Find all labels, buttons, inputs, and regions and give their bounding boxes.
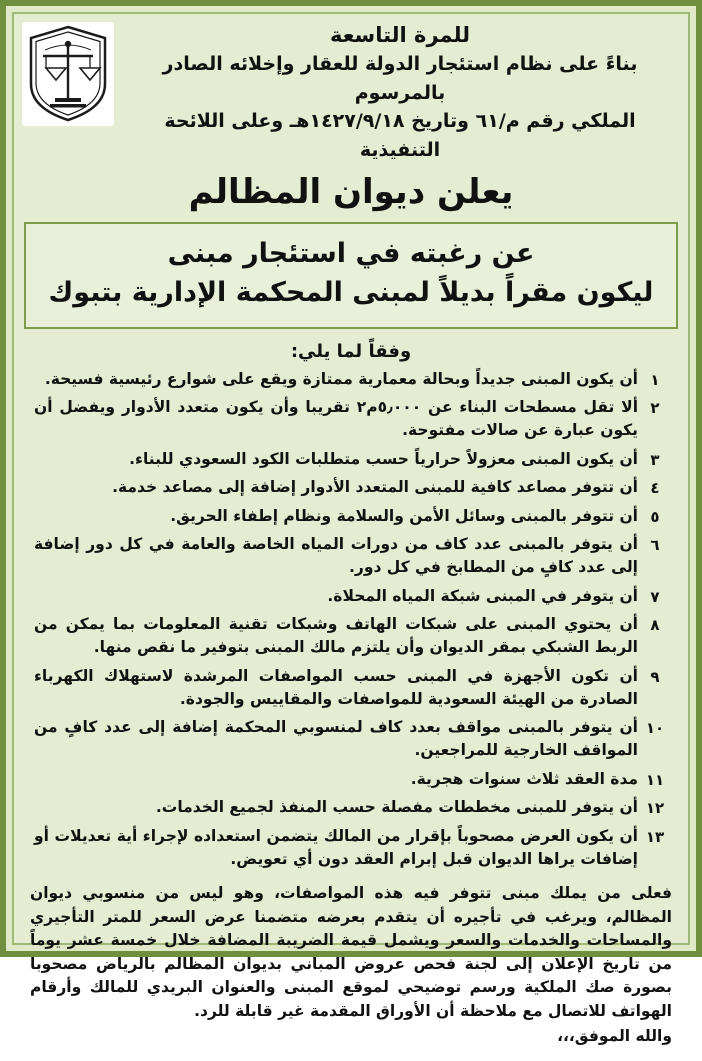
preamble-line-1: بناءً على نظام استئجار الدولة للعقار وإخلائه الصادر بالمرسوم — [162, 53, 638, 104]
times-line: للمرة التاسعة — [329, 23, 471, 47]
conditions-intro: وفقاً لما يلي: — [290, 340, 412, 362]
list-item-text: أن يتوفر بالمبنى عدد كاف من دورات المياه الخاصة والعامة في كل دور إضافة إلى عدد كافٍ من المطابخ في كل دور. — [34, 535, 638, 577]
list-item — [28, 613, 672, 660]
list-item — [28, 768, 672, 792]
list-item-text: مدة العقد ثلاث سنوات هجرية. — [410, 769, 638, 788]
list-item-text: أن تكون الأجهزة في المبنى حسب المواصفات المرشدة لاستهلاك الكهرباء الصادرة من الهيئة السعودية للمواصفات والمقاييس والجودة. — [34, 666, 638, 708]
list-item — [28, 716, 672, 763]
list-item-text: أن يكون العرض مصحوباً بإقرار من المالك يتضمن استعداده لإجراء أية تعديلات أو إضافات يراها الديوان قبل إبرام العقد دون أي تعويض. — [34, 826, 638, 868]
list-item-text: أن تتوفر مصاعد كافية للمبنى المتعدد الأدوار إضافة إلى مصاعد خدمة. — [112, 478, 638, 497]
list-item-number: ٥ — [650, 507, 660, 526]
page-inner-frame — [12, 12, 690, 1046]
list-item — [28, 505, 672, 529]
list-item-text: أن يحتوي المبنى على شبكات الهاتف وشبكات تقنية المعلومات بما يمكن من الربط الشبكي بمقر الديوان وأن يلتزم مالك المبنى بتوفير ما نقص منها. — [34, 615, 638, 657]
announcement-headline: يعلن ديوان المظالم — [188, 172, 514, 213]
list-item-number: ٦ — [650, 536, 660, 555]
footer-note — [14, 876, 688, 1061]
list-item-number: ٤ — [650, 479, 660, 498]
footer-closing: والله الموفق،،، — [557, 1027, 672, 1046]
preamble-line-2: الملكي رقم م/٦١ وتاريخ ١٤٢٧/٩/١٨هـ وعلى اللائحة التنفيذية — [164, 110, 636, 161]
list-item-number: ١٠ — [645, 719, 665, 738]
subject-line-2: ليكون مقراً بديلاً لمبنى المحكمة الإدارية بتبوك — [48, 277, 654, 309]
document-header — [14, 14, 688, 164]
list-item-text: أن يتوفر للمبنى مخططات مفصلة حسب المنفذ لجميع الخدمات. — [155, 798, 638, 817]
list-item-number: ١ — [650, 370, 660, 389]
conditions-list — [14, 368, 688, 877]
list-item-text: أن يتوفر في المبنى شبكة المياه المحلاة. — [327, 586, 638, 605]
list-item — [28, 476, 672, 500]
list-item-text: أن يتوفر بالمبنى مواقف بعدد كاف لمنسوبي المحكمة إضافة إلى عدد كافٍ من المواقف الخارجية للمراجعين. — [34, 718, 638, 760]
list-item — [28, 825, 672, 872]
footer-paragraph: فعلى من يملك مبنى تتوفر فيه هذه المواصفات، وهو ليس من منسوبي ديوان المظالم، ويرغب في تأجيره أن يتقدم بعرضه متضمنا عرض السعر للمتر التأجيري والمساحات والخدمات والسعر ويشمل قيمة الضريبة المضافة خلال خمسة عشر يوماً من تاريخ الإعلان إلى لجنة فحص عروض المباني بديوان المظالم بالرياض مصحوبا بصورة صك الملكية ورسم توضيحي لموقع المبنى والعنوان البريدي للمالك وأرقام الهواتف للاتصال مع ملاحظة أن الأوراق المقدمة غير قابلة للرد. — [30, 884, 672, 1020]
list-item-number: ٢ — [650, 399, 660, 418]
list-item-number: ٧ — [650, 587, 660, 606]
list-item-text: أن يكون المبنى معزولاً حرارياً حسب متطلبات الكود السعودي للبناء. — [129, 449, 638, 468]
list-item — [28, 448, 672, 472]
list-item-number: ١٣ — [645, 827, 665, 846]
header-text-block — [120, 20, 680, 164]
list-item-number: ٣ — [650, 450, 660, 469]
board-of-grievances-emblem-icon — [22, 22, 114, 126]
list-item-text: أن تتوفر بالمبنى وسائل الأمن والسلامة ونظام إطفاء الحريق. — [170, 506, 638, 525]
list-item-number: ٩ — [650, 667, 660, 686]
subject-box — [24, 222, 678, 328]
list-item — [28, 796, 672, 820]
list-item-number: ٨ — [650, 616, 660, 635]
list-item — [28, 585, 672, 609]
list-item-text: ألا تقل مسطحات البناء عن ٥٫٠٠٠م٢ تقريبا وأن يكون متعدد الأدوار ويفضل أن يكون عبارة عن صالات مفتوحة. — [34, 398, 639, 440]
list-item — [28, 396, 672, 443]
list-item-number: ١١ — [645, 770, 665, 789]
list-item — [28, 368, 672, 392]
list-item — [28, 665, 672, 712]
subject-line-1: عن رغبته في استئجار مبنى — [167, 238, 535, 270]
list-item-number: ١٢ — [645, 799, 665, 818]
list-item-text: أن يكون المبنى جديداً وبحالة معمارية ممتازة ويقع على شوارع رئيسية فسيحة. — [44, 369, 638, 388]
list-item — [28, 533, 672, 580]
